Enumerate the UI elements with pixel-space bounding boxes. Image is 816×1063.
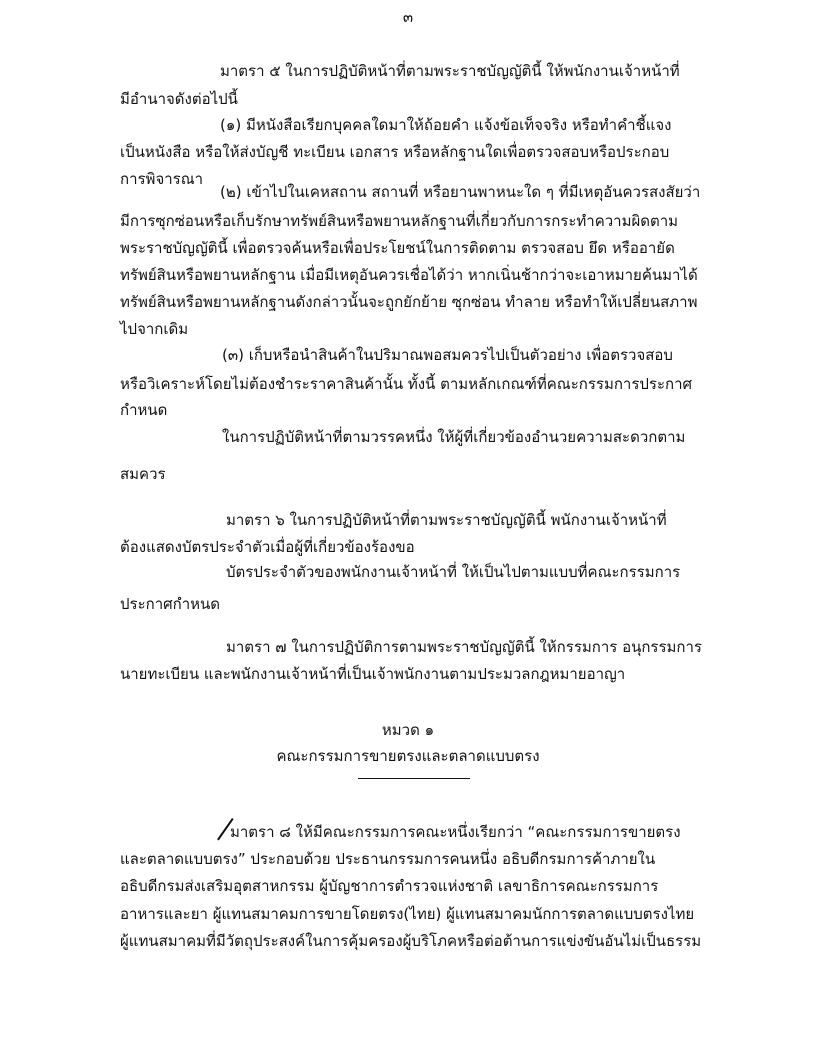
section-5-item-3-line-2: หรือวิเคราะห์โดยไม่ต้องชำระราคาสินค้านั้น ทั้งนี้ ตามหลักเกณฑ์ที่คณะกรรมการประกาศ [120, 375, 693, 393]
section-5-item-2-line-6: ไปจากเดิม [120, 320, 189, 338]
chapter-number: หมวด ๑ [381, 721, 435, 739]
section-5-intro-line: มีอำนาจดังต่อไปนี้ [120, 90, 238, 108]
section-7-line-2: นายทะเบียน และพนักงานเจ้าหน้าที่เป็นเจ้าพนักงานตามประมวลกฎหมายอาญา [120, 665, 626, 683]
section-5-para-2-line-1: ในการปฏิบัติหน้าที่ตามวรรคหนึ่ง ให้ผู้ที่เกี่ยวข้องอำนวยความสะดวกตาม [222, 428, 686, 446]
section-8-line-5: ผู้แทนสมาคมที่มีวัตถุประสงค์ในการคุ้มครองผู้บริโภคหรือต่อต้านการแข่งขันอันไม่เป็นธรรม [120, 932, 702, 950]
section-5-item-2-line-3: พระราชบัญญัตินี้ เพื่อตรวจค้นหรือเพื่อประโยชน์ในการติดตาม ตรวจสอบ ยึด หรืออายัด [120, 239, 675, 257]
section-8-line-2: และตลาดแบบตรง” ประกอบด้วย ประธานกรรมการคนหนึ่ง อธิบดีกรมการค้าภายใน [120, 850, 656, 868]
section-5-item-1-line-1: (๑) มีหนังสือเรียกบุคคลใดมาให้ถ้อยคำ แจ้งข้อเท็จจริง หรือทำคำชี้แจง [220, 116, 672, 134]
section-5-item-1-line-3: การพิจารณา [120, 170, 204, 188]
section-6-para-2-line-2: ประกาศกำหนด [120, 595, 221, 613]
section-6-heading-line: มาตรา ๖ ในการปฏิบัติหน้าที่ตามพระราชบัญญัตินี้ พนักงานเจ้าหน้าที่ [226, 511, 667, 529]
chapter-title: คณะกรรมการขายตรงและตลาดแบบตรง [276, 747, 540, 765]
section-5-item-2-line-5: ทรัพย์สินหรือพยานหลักฐานดังกล่าวนั้นจะถูกยักย้าย ซุกซ่อน ทำลาย หรือทำให้เปลี่ยนสภาพ [120, 293, 698, 311]
section-5-heading-line: มาตรา ๕ ในการปฏิบัติหน้าที่ตามพระราชบัญญัตินี้ ให้พนักงานเจ้าหน้าที่ [220, 62, 680, 80]
section-8-line-4: อาหารและยา ผู้แทนสมาคมการขายโดยตรง(ไทย) ผู้แทนสมาคมนักการตลาดแบบตรงไทย [120, 905, 695, 923]
section-5-item-1-line-2: เป็นหนังสือ หรือให้ส่งบัญชี ทะเบียน เอกสาร หรือหลักฐานใดเพื่อตรวจสอบหรือประกอบ [120, 143, 670, 161]
section-5-item-2-line-4: ทรัพย์สินหรือพยานหลักฐาน เมื่อมีเหตุอันควรเชื่อได้ว่า หากเนิ่นช้ากว่าจะเอาหมายค้นมาได้ [120, 266, 698, 284]
section-5-item-3-line-1: (๓) เก็บหรือนำสินค้าในปริมาณพอสมควรไปเป็นตัวอย่าง เพื่อตรวจสอบ [222, 346, 673, 364]
page-number: ๓ [402, 8, 414, 26]
section-5-item-3-line-3: กำหนด [120, 401, 168, 419]
section-6-para-2-line-1: บัตรประจำตัวของพนักงานเจ้าหน้าที่ ให้เป็นไปตามแบบที่คณะกรรมการ [226, 563, 681, 581]
section-8-heading-line: มาตรา ๘ ให้มีคณะกรรมการคณะหนึ่งเรียกว่า “คณะกรรมการขายตรง [230, 823, 681, 841]
section-5-item-2-line-1: (๒) เข้าไปในเคหสถาน สถานที่ หรือยานพาหนะใด ๆ ที่มีเหตุอันควรสงสัยว่า [220, 183, 701, 201]
section-6-line-2: ต้องแสดงบัตรประจำตัวเมื่อผู้ที่เกี่ยวข้องร้องขอ [120, 538, 415, 556]
section-5-item-2-line-2: มีการซุกซ่อนหรือเก็บรักษาทรัพย์สินหรือพยานหลักฐานที่เกี่ยวกับการกระทำความผิดตาม [120, 212, 679, 230]
section-7-heading-line: มาตรา ๗ ในการปฏิบัติการตามพระราชบัญญัตินี้ ให้กรรมการ อนุกรรมการ [226, 638, 702, 656]
chapter-underline [358, 778, 470, 779]
section-8-line-3: อธิบดีกรมส่งเสริมอุตสาหกรรม ผู้บัญชาการตำรวจแห่งชาติ เลขาธิการคณะกรรมการ [120, 877, 659, 895]
section-5-para-2-line-2: สมควร [120, 465, 166, 483]
